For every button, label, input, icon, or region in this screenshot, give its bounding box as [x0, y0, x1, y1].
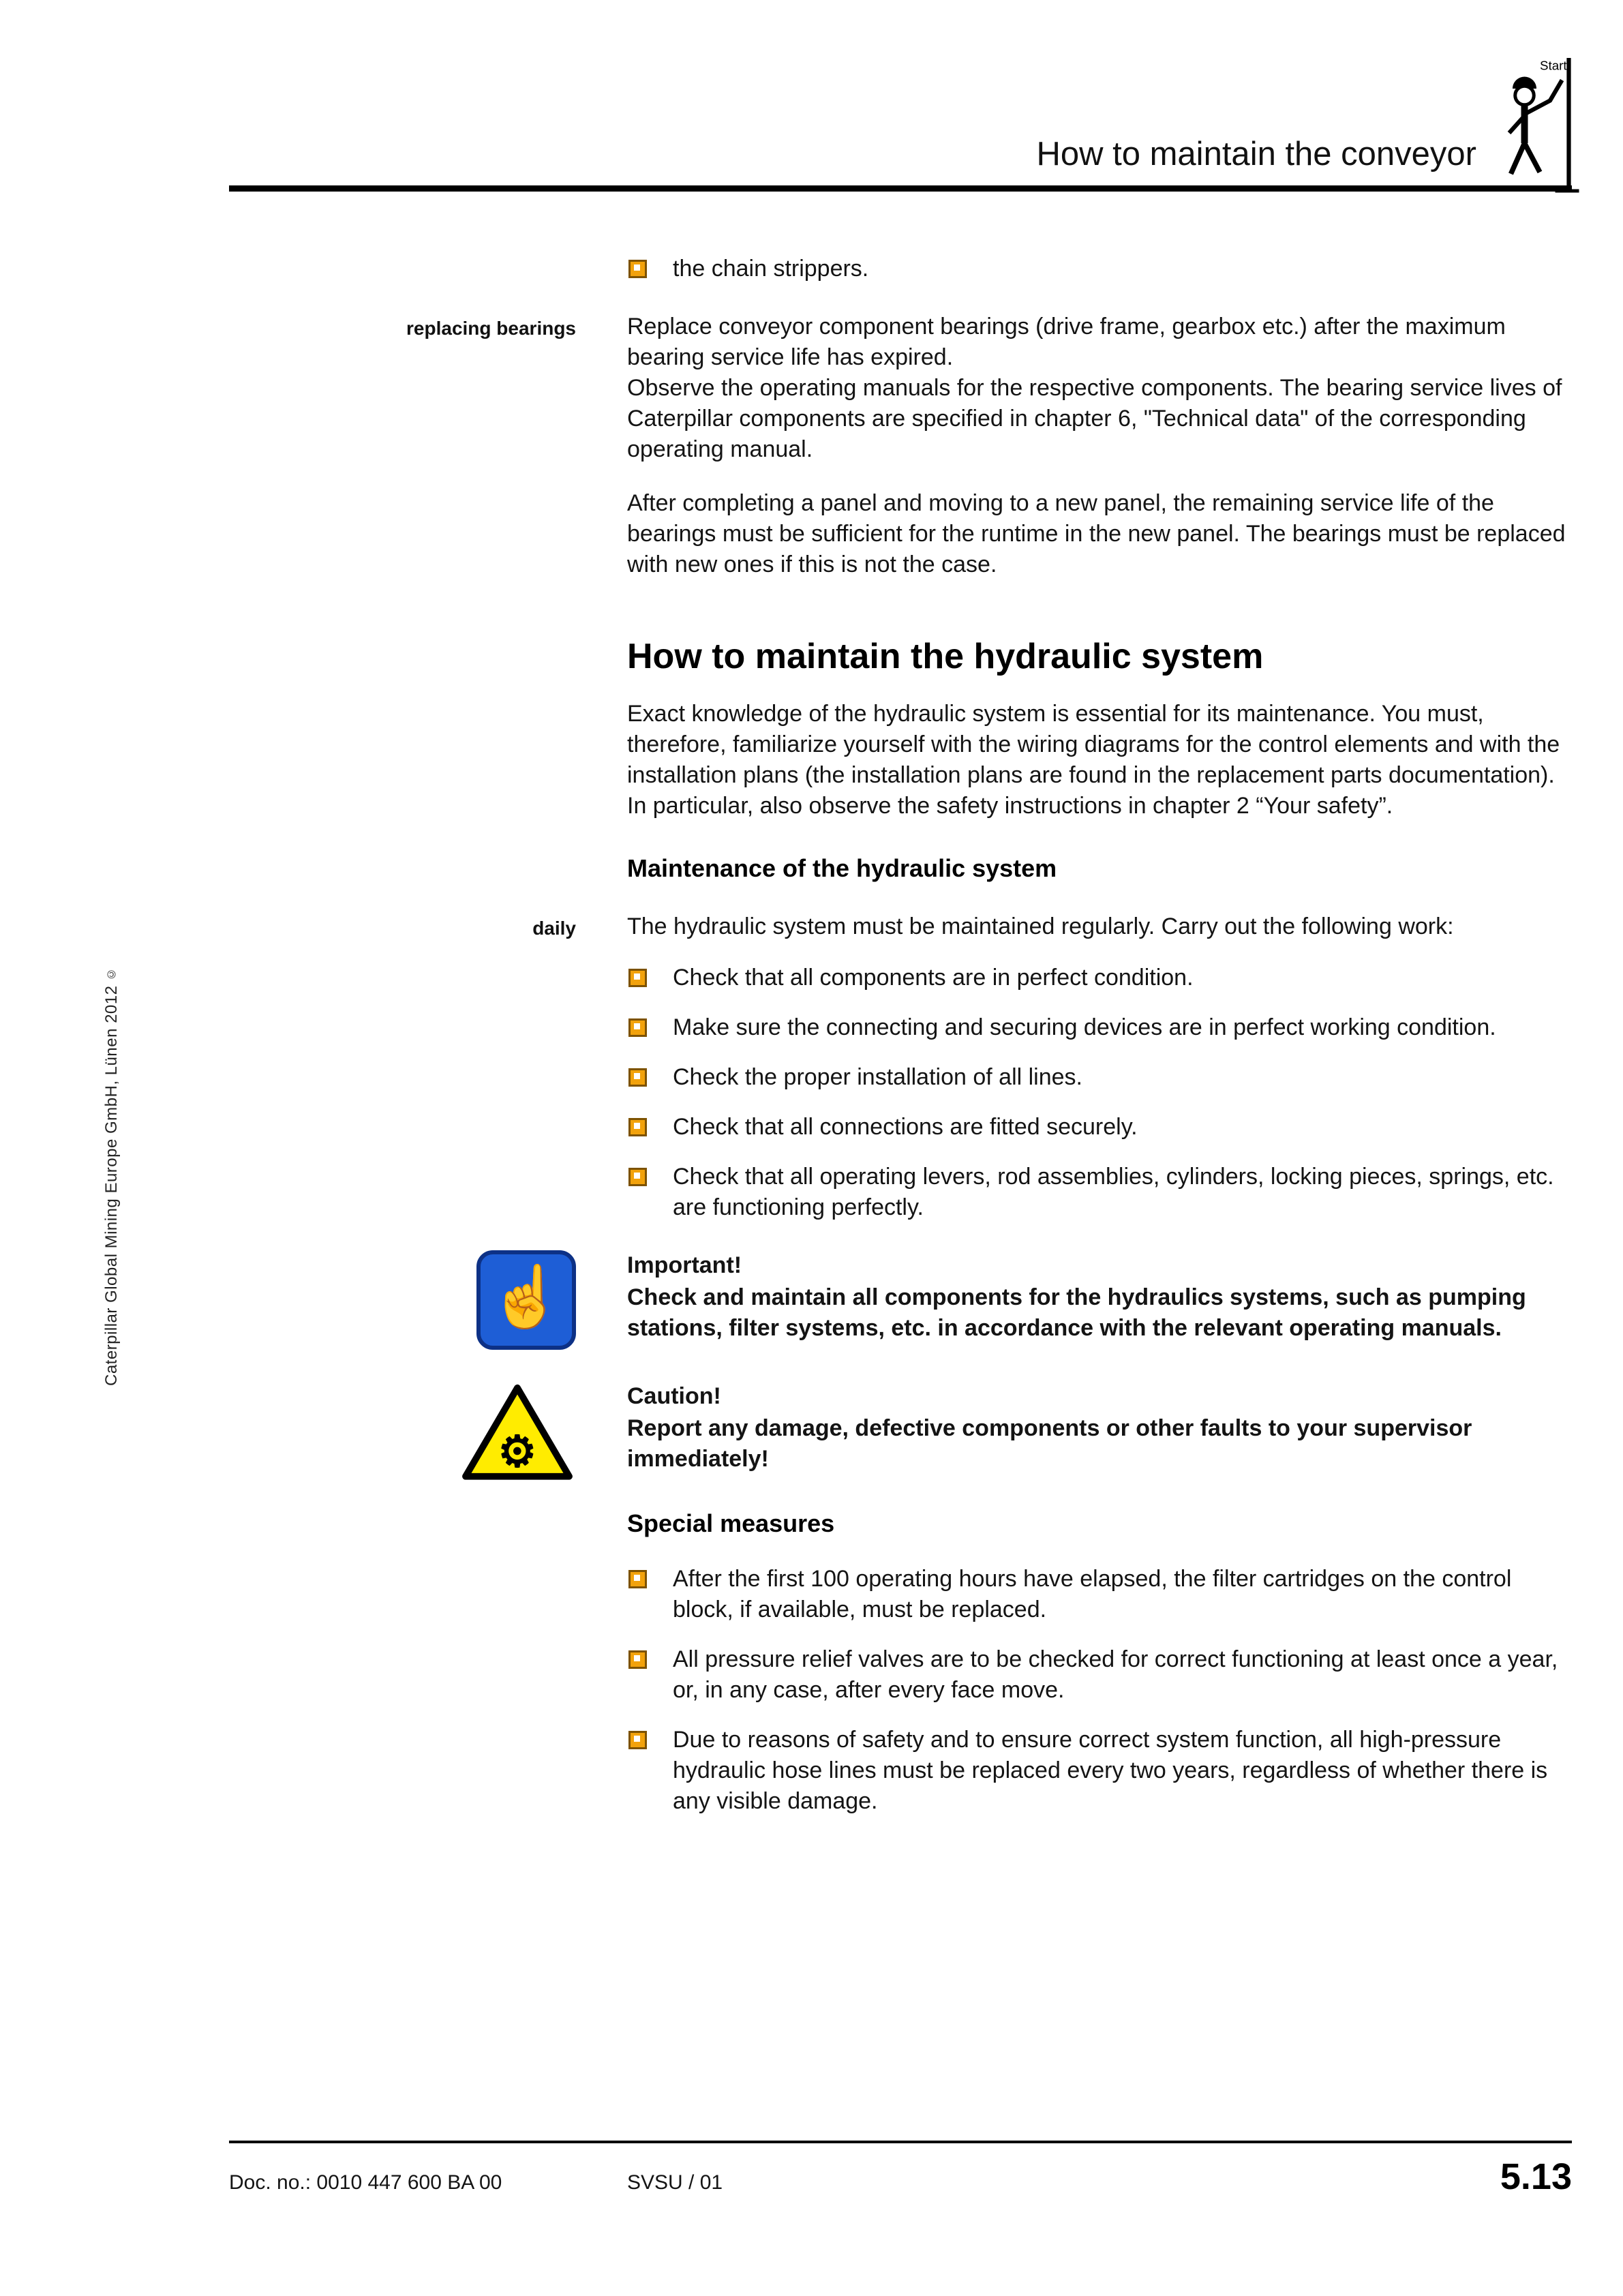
paragraph: The hydraulic system must be maintained regularly. Carry out the following work:: [627, 913, 1454, 939]
doc-number: Doc. no.: 0010 447 600 BA 00: [229, 2171, 502, 2194]
page-title: How to maintain the conveyor: [1036, 136, 1476, 172]
checklist-item-text: Make sure the connecting and securing devices are in perfect working condition.: [673, 1014, 1496, 1040]
checkbox-bullet-icon: [628, 969, 647, 987]
icon-caption: Start: [1540, 58, 1567, 73]
paragraph: [627, 312, 1572, 465]
checkbox-bullet-icon: [628, 1018, 647, 1037]
footer-divider: [229, 2141, 1572, 2143]
paragraph-text: Replace conveyor component bearings (drive frame, gearbox etc.) after the maximum bearing service life has expired.: [627, 314, 1506, 370]
section-heading: How to maintain the hydraulic system: [627, 637, 1264, 676]
copyright-symbol: ©: [105, 967, 118, 981]
header-divider: [229, 185, 1572, 192]
checklist-item: [627, 1725, 1572, 1817]
special-measures-section: [229, 1508, 1572, 1817]
paragraph: [627, 699, 1572, 821]
checklist-item: [627, 1012, 1572, 1043]
replacing-bearings-section: [229, 312, 1572, 580]
checklist-item-text: Check that all operating levers, rod assemblies, cylinders, locking pieces, springs, etc. are functioning perfectly.: [673, 1164, 1554, 1220]
paragraph-text: In particular, also observe the safety instructions in chapter 2 “Your safety”.: [627, 793, 1393, 819]
paragraph-text: Observe the operating manuals for the respective components. The bearing service lives of Caterpillar components are specified in chapter 6, "Technical data" of the corresponding operating manual.: [627, 375, 1562, 462]
checklist-item: [627, 1062, 1572, 1093]
sidenote-empty: [229, 1508, 576, 1512]
sidenote-empty: [229, 607, 576, 611]
checklist-item: [627, 254, 1572, 284]
subsection-heading: Special measures: [627, 1509, 835, 1537]
checkbox-bullet-icon: [628, 1570, 647, 1588]
pointing-hand-icon: ☝: [476, 1250, 576, 1350]
warning-triangle-icon: [459, 1381, 576, 1485]
checklist-item: [627, 1162, 1572, 1223]
checklist-item: [627, 1564, 1572, 1625]
note-title: Caution!: [627, 1383, 721, 1409]
checkbox-bullet-icon: [628, 260, 647, 278]
page-footer: [229, 2141, 1572, 2198]
checklist-item: [627, 1112, 1572, 1143]
checklist-item-text: Check that all connections are fitted securely.: [673, 1114, 1138, 1140]
checklist-item-text: the chain strippers.: [673, 256, 869, 282]
checklist-item: [627, 963, 1572, 993]
sidenote-daily: daily: [532, 918, 576, 939]
checklist-item-text: After the first 100 operating hours have elapsed, the filter cartridges on the control block, if available, must be replaced.: [673, 1566, 1512, 1622]
note-title: Important!: [627, 1252, 742, 1278]
copyright-company-text: Caterpillar Global Mining Europe GmbH, Lünen 2012: [102, 985, 121, 1386]
caution-note: [229, 1381, 1572, 1485]
checkbox-bullet-icon: [628, 1118, 647, 1136]
miner-start-icon: [1485, 55, 1581, 198]
hydraulic-section: [229, 607, 1572, 884]
subsection-heading: Maintenance of the hydraulic system: [627, 854, 1057, 882]
checklist-item-text: Check the proper installation of all lines.: [673, 1064, 1082, 1090]
checklist-item-text: All pressure relief valves are to be checked for correct functioning at least once a year, or, in any case, after every face move.: [673, 1646, 1558, 1703]
daily-maintenance-section: [229, 911, 1572, 1223]
important-note: [229, 1250, 1572, 1350]
intro-row: [229, 254, 1572, 284]
checkbox-bullet-icon: [628, 1731, 647, 1749]
sidenote-replacing-bearings: replacing bearings: [406, 318, 576, 339]
doc-version: SVSU / 01: [627, 2171, 723, 2194]
checkbox-bullet-icon: [628, 1068, 647, 1087]
sidenote-empty: [229, 254, 576, 258]
note-body: Check and maintain all components for the hydraulics systems, such as pumping stations, filter systems, etc. in accordance with the relevant operating manuals.: [627, 1284, 1526, 1341]
checkbox-bullet-icon: [628, 1168, 647, 1186]
checklist-item: [627, 1644, 1572, 1706]
checklist-item-text: Check that all components are in perfect condition.: [673, 965, 1194, 991]
checklist-item-text: Due to reasons of safety and to ensure correct system function, all high-pressure hydraulic hose lines must be replaced every two years, regardless of whether there is any visible damage.: [673, 1727, 1548, 1814]
miner-figure-graphic: [1485, 55, 1581, 198]
page-number: 5.13: [1500, 2156, 1572, 2197]
svg-text:⚙: ⚙: [498, 1427, 537, 1477]
note-body: Report any damage, defective components or other faults to your supervisor immediately!: [627, 1415, 1472, 1472]
paragraph-text: Exact knowledge of the hydraulic system is essential for its maintenance. You must, therefore, familiarize yourself with the wiring diagrams for the control elements and with the installation plans (the installation plans are found in the replacement parts documentation).: [627, 701, 1560, 788]
paragraph: After completing a panel and moving to a new panel, the remaining service life of the bearings must be sufficient for the runtime in the new panel. The bearings must be replaced with new ones if this is not the case.: [627, 490, 1566, 577]
page-body: [229, 254, 1572, 1844]
checkbox-bullet-icon: [628, 1650, 647, 1669]
copyright-vertical-text: [102, 939, 121, 1386]
